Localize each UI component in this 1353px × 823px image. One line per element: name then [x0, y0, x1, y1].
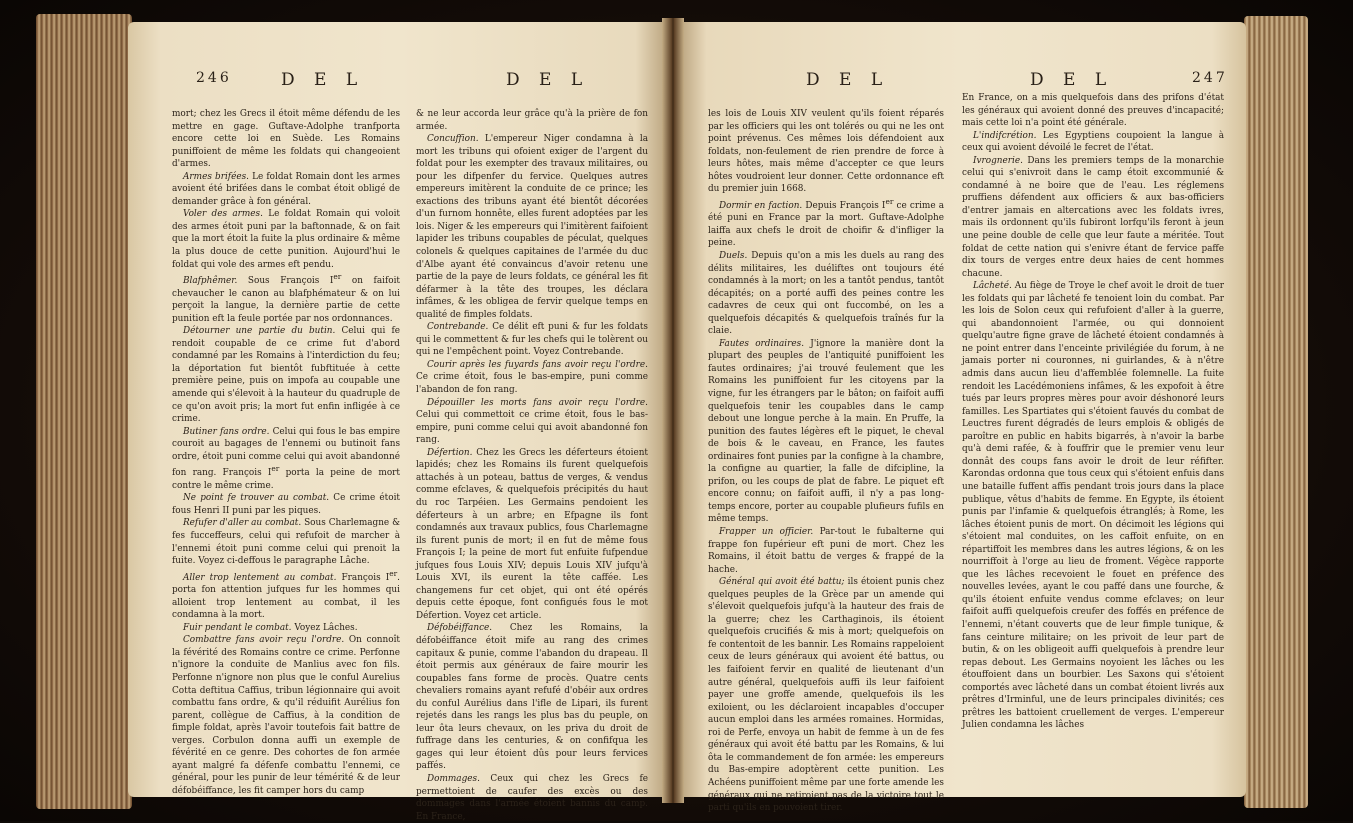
entry-heading: Dommages. — [427, 773, 480, 784]
entry-heading: Refufer d'aller au combat. — [183, 518, 302, 529]
entry-heading: Armes brifées. — [183, 171, 249, 182]
paragraph: En France, on a mis quelquefois dans des prifons d'état les généraux qui avoient donné des preuves d'incapacité; mais cette loi n'a point été générale. — [962, 93, 1224, 129]
paragraph: Frapper un officier. Par-tout le fubalterne qui frappe fon fupérieur eft puni de mort. Chez les Romains, il étoit battu de verges & frappé de la hache. — [708, 527, 944, 575]
paragraph: Fautes ordinaires. J'ignore la manière dont la plupart des peuples de l'antiquité puniffoient les fautes ordinaires; j'ai trouvé feulement que les Romains les puniffoient fur les citoyens par la vigne, fur les étrangers par le bâton; on faifoit auffi quelquefois tenir les coupables dans le camp debout une longue perche à la main. En Pruffe, la punition des fautes légères eft le piquet, le cheval de bois & le caveau, en France, les fautes ordinaires font punies par la configne à la chambre, la configne au quartier, la falle de difcipline, la prifon, ou les coups de plat de fabre. Le piquet eft encore connu; on faifoit auffi, il n'y a pas long-temps encore, porter au coupable plufieurs fufils en même temps. — [708, 338, 944, 525]
paragraph: L'indifcrétion. Les Egyptiens coupoient la langue à ceux qui avoient dévoilé le fecret de l'état. — [962, 130, 1224, 154]
left-column-1 — [172, 108, 400, 797]
paragraph: Butiner fans ordre. Celui qui fous le bas empire couroit au bagages de l'ennemi ou butinoit fans ordre, étoit puni comme celui qui avoit abandonné fon rang. François Ier porta la peine de mort contre le même crime. — [172, 426, 400, 491]
page-number-left: 246 — [196, 70, 232, 86]
right-page — [678, 22, 1246, 814]
entry-heading: Détourner une partie du butin. — [183, 326, 336, 337]
paragraph: Dépouiller les morts fans avoir reçu l'ordre. Celui qui commettoit ce crime étoit, fous le bas-empire, puni comme celui qui avoit abandonné fon rang. — [416, 397, 648, 446]
entry-heading: Duels. — [719, 250, 748, 261]
entry-heading: Butiner fans ordre. — [183, 426, 270, 437]
page-number-right: 247 — [1192, 70, 1228, 86]
entry-heading: Blafphêmer. — [183, 276, 238, 287]
entry-heading: Aller trop lentement au combat. — [183, 572, 337, 583]
paragraph: Blafphêmer. Sous François Ier on faifoit chevaucher le canon au blafphémateur & on lui perçoit la langue, la dernière partie de cette punition eft la feule portée par nos ordonnances. — [172, 272, 400, 324]
paragraph: Armes brifées. Le foldat Romain dont les armes avoient été brifées dans le combat étoit obligé de demander grâce à fon général. — [172, 171, 400, 207]
entry-heading: Concuffion. — [427, 134, 479, 145]
left-page-edges — [36, 14, 132, 809]
paragraph: Contrebande. Ce délit eft puni & fur les foldats qui le commettent & fur les chefs qui le tolèrent ou qui ne l'empêchent point. Voyez Contrebande. — [416, 322, 648, 358]
paragraph: Défobéiffance. Chez les Romains, la défobéiffance étoit mife au rang des crimes capitaux & punie, comme l'abandon du drapeau. Il étoit permis aux généraux de faire mourir les coupables fans forme de procès. Quatre cents chevaliers romains ayant refufé d'obéir aux ordres du conful Aurélius dans l'ifle de Lipari, ils furent rejetés dans les rangs les plus bas du peuple, on leur ôta leurs chevaux, on les priva du droit de fuffrage dans les centuries, & on confifqua les gages qui leur étoient dûs pour leurs fervices paffés. — [416, 623, 648, 772]
entry-heading: Frapper un officier. — [719, 527, 814, 538]
paragraph: Fuir pendant le combat. Voyez Lâches. — [183, 622, 358, 633]
paragraph: Refufer d'aller au combat. Sous Charlemagne & fes fucceffeurs, celui qui refufoit de marcher à l'ennemi étoit puni comme celui qui prenoit la fuite. Voyez ci-deffous le paragraphe Lâche. — [172, 518, 400, 567]
entry-heading: Voler des armes. — [183, 209, 263, 220]
entry-heading: Courir après les fuyards fans avoir reçu l'ordre. — [427, 359, 648, 370]
entry-heading: Ne point fe trouver au combat. — [183, 493, 330, 504]
paragraph: Dormir en faction. Depuis François Ier ce crime a été puni en France par la mort. Guftave-Adolphe laiffa aux chefs le droit de choifir & d'infliger la peine. — [708, 196, 944, 249]
book-gutter — [662, 18, 684, 803]
paragraph: Général qui avoit été battu; ils étoient punis chez quelques peuples de la Grèce par un amende qui s'élevoit quelquefois jufqu'à la hauteur des frais de la guerre; chez les Carthaginois, ils étoient quelquefois crucifiés & mis à mort; quelquefois on fe contentoit de les bannir. Les Romains rappeloient ceux de leurs généraux qui avoient été battus, ou les faifoient fervir en qualité de lieutenant d'un autre général, quelquefois auffi ils leur faifoient payer une groffe amende, quelquefois ils les exiloient, ou les déclaroient incapables d'occuper aucun emploi dans les armées romaines. Hormidas, roi de Perfe, envoya un habit de femme à un de fes généraux qui avoit été battu par les Romains, & lui ôta le commandement de fon armée: les empereurs du Bas-empire adoptèrent cette punition. Les Achéens puniffoient même par une forte amende les généraux qui ne retiroient pas de la victoire tout le parti qu'ils en pouvoient tirer. — [708, 577, 944, 814]
entry-heading: Fuir pendant le combat. — [183, 622, 292, 633]
paragraph: Ne point fe trouver au combat. Ce crime étoit fous Henri II puni par les piques. — [172, 493, 400, 516]
right-page-edges — [1244, 16, 1308, 808]
paragraph: les lois de Louis XIV veulent qu'ils foient réparés par les officiers qui les ont tolérés ou qui ne les ont point prévenus. Ces mêmes lois défendoient aux foldats, non-feulement de rien prendre de force à leurs hôtes, mais même d'accepter ce que leurs hôtes voudroient leur donner. Cette ordonnance eft du premier juin 1668. — [708, 109, 944, 195]
entry-heading: Défobéiffance. — [427, 623, 493, 634]
running-head-left-1: D E L — [281, 70, 365, 90]
paragraph: Détourner une partie du butin. Celui qui fe rendoit coupable de ce crime fut d'abord condamné par les Romains à l'interdiction du feu; la déportation fut bientôt fubftituée à cette première peine, puis on impofa au coupable une amende qui s'élevoit à la hauteur du quadruple de ce qu'on avoit pris; la mort fut enfin infligée à ce crime. — [172, 326, 400, 425]
entry-heading: L'indifcrétion. — [973, 130, 1037, 141]
entry-heading: Ivrognerie. — [973, 155, 1023, 166]
paragraph: & ne leur accorda leur grâce qu'à la prière de fon armée. — [416, 109, 648, 132]
entry-heading: Lâcheté. — [973, 281, 1012, 292]
running-head-left-2: D E L — [506, 70, 590, 90]
paragraph: Concuffion. L'empereur Niger condamna à la mort les tribuns qui ofoient exiger de l'argent du foldat pour les exempter des travaux militaires, ou pour les difpenfer du fervice. Quelques autres empereurs imitèrent la conduite de ce prince; les exactions des tribuns ayant été bientôt décorées d'un furnom honnête, elles furent adoptées par les lois. Niger & les empereurs qui l'imitèrent faifoient lapider les tribuns coupables de péculat, quelques colonels & quelques capitaines de l'armée du duc d'Albe ayant été convaincus d'avoir retenu une partie de la paye de leurs foldats, ce général les fit défarmer à la tête des troupes, les déclara infâmes, & les obligea de fervir quelque temps en qualité de fimples foldats. — [416, 134, 648, 320]
paragraph: Dommages. Ceux qui chez les Grecs fe permettoient de caufer des excès ou des dommages dans l'armée étoient bannis du camp. En France, — [416, 773, 648, 822]
left-column-2 — [416, 108, 648, 823]
entry-heading: Défertion. — [427, 447, 473, 458]
paragraph: Lâcheté. Au fiège de Troye le chef avoit le droit de tuer les foldats qui par lâcheté fe tenoient loin du combat. Par les lois de Solon ceux qui refufoient d'aller à la guerre, qui abandonnoient l'armée, ou qui donnoient quelqu'autre figne grave de lâcheté étoient condamnés à ne point entrer dans l'enceinte privilégiée du forum, à ne jamais porter ni couronnes, ni guirlandes, & à n'être admis dans aucun lieu d'affemblée folemnelle. La fuite rendoit les Lacédémoniens infâmes, & les expofoit à être tués par leurs propres mères pour avoir déshonoré leurs familles. Les Spartiates qui s'étoient fauvés du combat de Leuctres furent dégradés de leurs emplois & obligés de paroître en public en habits bigarrés, à n'avoir la barbe qu'à demi rafée, & à fouffrir que le premier venu leur donnât des coups fans avoir le droit de leur réfifter. Karondas ordonna que tous ceux qui s'étoient enfuis dans une bataille fuffent affis pendant trois jours dans la place publique, vêtus d'habits de femme. En Egypte, ils étoient punis par l'infamie & quelquefois étranglés; à Rome, les lâches étoient punis de mort. On décimoit les légions qui s'étoient mal conduites, on les caffoit enfuite, on en répartiffoit les membres dans les autres légions, & on les nourriffoit à l'orge au lieu de froment. Végèce rapporte que les lâches recevoient le fouet en préfence des nouvelles levées, ayant le cou paffé dans une fourche, & qu'ils étoient enfuite vendus comme efclaves; on leur faifoit auffi quelquefois creufer des foffés en préfence de l'ennemi, n'étant couverts que de leur fimple tunique, & fans ceinture militaire; on les privoit de leur part de butin, & on les obligeoit auffi quelquefois à prendre leur repas debout. Les Germains noyoient les lâches ou les étouffoient dans un bourbier. Les Saxons qui s'étoient comportés avec lâcheté dans un combat étoient livrés aux prêtres d'Irminful, une de leurs principales divinités; ces prêtres les battoient cruellement de verges. L'empereur Julien condamna les lâches — [962, 281, 1224, 731]
entry-heading: Combattre fans avoir reçu l'ordre. — [183, 635, 345, 646]
running-head-right-1: D E L — [806, 70, 890, 90]
running-head-right-2: D E L — [1030, 70, 1114, 90]
paragraph: Aller trop lentement au combat. François Ier. porta fon attention jufques fur les hommes qui alloient trop lentement au combat, il les condamna à la mort. — [172, 568, 400, 621]
entry-heading: Fautes ordinaires. — [719, 338, 805, 349]
right-column-2 — [962, 92, 1224, 732]
entry-heading: Contrebande. — [427, 322, 489, 333]
entry-heading: Dormir en faction. — [719, 200, 803, 211]
right-column-1 — [708, 108, 944, 815]
entry-heading: Général qui avoit été battu; — [719, 577, 845, 588]
paragraph: Défertion. Chez les Grecs les déferteurs étoient lapidés; chez les Romains ils furent quelquefois attachés à un poteau, battus de verges, & vendus comme efclaves, & quelquefois précipités du haut du roc Tarpéien. Les Germains pendoient les déferteurs à un arbre; en Efpagne ils font condamnés aux travaux publics, fous Charlemagne ils furent punis de mort; il en fut de même fous François I; la peine de mort fut enfuite fufpendue jufques fous Louis XIV; depuis Louis XIV jufqu'à Louis XVI, ils eurent la tête caffée. Les changemens fur cet objet, qui ont été opérés depuis cette époque, font configués fous le mot Défertion. Voyez cet article. — [416, 447, 648, 621]
paragraph: mort; chez les Grecs il étoit même défendu de les mettre en gage. Guftave-Adolphe tranfporta encore cette loi en Suède. Les Romains puniffoient de même les foldats qui changeoient d'armes. — [172, 109, 400, 170]
left-page — [128, 22, 668, 822]
paragraph: Voler des armes. Le foldat Romain qui voloit des armes étoit puni par la baftonnade, & on fait que la mort étoit la fuite la plus ordinaire & même la plus douce de cette punition. Aujourd'hui le foldat qui vole des armes eft pendu. — [172, 209, 400, 270]
paragraph: Duels. Depuis qu'on a mis les duels au rang des délits militaires, les duéliftes ont toujours été condamnés à la mort; on les a tantôt pendus, tantôt décapités; on a porté auffi des peines contre les cadavres de ceux qui ont fuccombé, on les a quelquefois décapités & quelquefois traînés fur la claie. — [708, 250, 944, 337]
paragraph: Courir après les fuyards fans avoir reçu l'ordre. Ce crime étoit, fous le bas-empire, puni comme l'abandon de fon rang. — [416, 359, 648, 396]
paragraph: Ivrognerie. Dans les premiers temps de la monarchie celui qui s'enivroit dans le camp étoit excommunié & condamné à ne boire que de l'eau. Les réglemens pruffiens défendent aux officiers & aux bas-officiers d'entrer jamais en altercations avec les foldats ivres, mais ils ordonnent qu'ils fubiront lorfqu'ils feront à jeun une peine double de celle que leur faute a méritée. Tout foldat de cette nation qui s'enivre étant de fervice paffe dix tours de verges entre deux haies de cent hommes chacune. — [962, 155, 1224, 279]
entry-heading: Dépouiller les morts fans avoir reçu l'ordre. — [427, 397, 648, 408]
paragraph: Combattre fans avoir reçu l'ordre. On connoît la févérité des Romains contre ce crime. Perfonne n'ignore la conduite de Manlius avec fon fils. Perfonne n'ignore non plus que le conful Aurelius Cotta deftitua Caffius, tribun légionnaire qui avoit combattu fans ordre, & qu'il réduifit Aurélius fon parent, collègue de Caffius, à la condition de fimple foldat, après l'avoir toutefois fait battre de verges. Corbulon donna auffi un exemple de févérité en ce genre. Des cohortes de fon armée ayant malgré fa défenfe combattu l'ennemi, ce général, pour les punir de leur témérité & de leur défobéiffance, les fit camper hors du camp — [172, 635, 400, 796]
